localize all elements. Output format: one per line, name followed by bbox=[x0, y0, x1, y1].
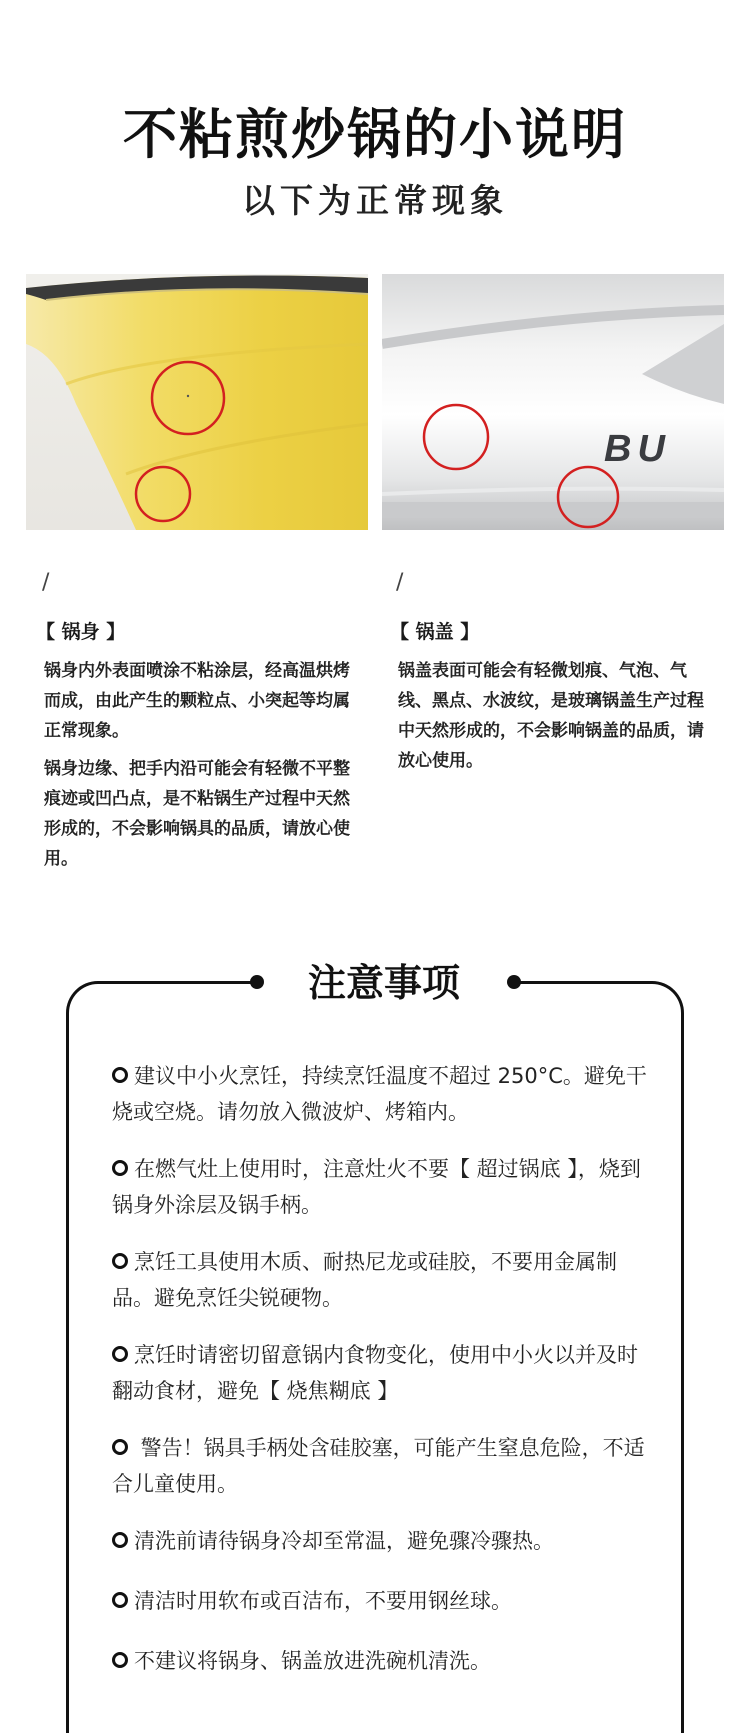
notice-item bbox=[112, 1151, 657, 1244]
notice-item-text: 清洗前请待锅身冷却至常温，避免骤冷骤热。 bbox=[134, 1529, 554, 1553]
lid-photo bbox=[382, 274, 724, 530]
notice-item bbox=[112, 1523, 657, 1583]
notice-item bbox=[112, 1643, 657, 1703]
section-marker: / bbox=[42, 570, 50, 595]
notice-list bbox=[112, 1058, 657, 1703]
notice-item-text: 在燃气灶上使用时，注意灶火不要【 超过锅底 】，烧到锅身外涂层及锅手柄。 bbox=[112, 1157, 641, 1217]
notice-item bbox=[112, 1430, 657, 1523]
notice-item-text: 烹饪时请密切留意锅内食物变化，使用中小火以并及时翻动食材，避免【 烧焦糊底 】 bbox=[112, 1343, 638, 1403]
bullet-ring-icon bbox=[112, 1067, 128, 1083]
notice-item bbox=[112, 1583, 657, 1643]
notice-item-text: 警告！锅具手柄处含硅胶塞，可能产生窒息危险，不适合儿童使用。 bbox=[112, 1436, 645, 1496]
notice-item-text: 清洁时用软布或百洁布，不要用钢丝球。 bbox=[134, 1589, 512, 1613]
notice-item-text: 烹饪工具使用木质、耐热尼龙或硅胶，不要用金属制品。避免烹饪尖锐硬物。 bbox=[112, 1250, 617, 1310]
notice-item-text: 不建议将锅身、锅盖放进洗碗机清洗。 bbox=[134, 1649, 491, 1673]
page-title: 不粘煎炒锅的小说明 bbox=[123, 103, 627, 166]
bullet-ring-icon bbox=[112, 1346, 128, 1362]
lid-brand-text: BU bbox=[604, 428, 671, 470]
notice-item bbox=[112, 1244, 657, 1337]
section-heading: 【 锅盖 】 bbox=[390, 621, 480, 643]
section-heading: 【 锅身 】 bbox=[36, 621, 126, 643]
notice-item bbox=[112, 1337, 657, 1430]
bullet-ring-icon bbox=[112, 1592, 128, 1608]
pan-body-photo bbox=[26, 274, 368, 530]
notice-title: 注意事项 bbox=[307, 961, 460, 1005]
notice-item bbox=[112, 1058, 657, 1151]
section-paragraph: 锅身内外表面喷涂不粘涂层，经高温烘烤而成，由此产生的颗粒点、小突起等均属正常现象。 bbox=[44, 661, 350, 741]
section-marker: / bbox=[396, 570, 404, 595]
section-lid bbox=[390, 617, 710, 784]
bullet-ring-icon bbox=[112, 1439, 128, 1455]
bullet-ring-icon bbox=[112, 1532, 128, 1548]
bullet-ring-icon bbox=[112, 1652, 128, 1668]
bullet-ring-icon bbox=[112, 1253, 128, 1269]
section-paragraph: 锅盖表面可能会有轻微划痕、气泡、气线、黑点、水波纹，是玻璃锅盖生产过程中天然形成的，不会影响锅盖的品质，请放心使用。 bbox=[398, 661, 704, 771]
bullet-ring-icon bbox=[112, 1160, 128, 1176]
page-subtitle: 以下为正常现象 bbox=[242, 181, 508, 220]
section-pan-body bbox=[36, 617, 356, 882]
section-paragraph: 锅身边缘、把手内沿可能会有轻微不平整痕迹或凹凸点，是不粘锅生产过程中天然形成的，不会影响锅具的品质，请放心使用。 bbox=[44, 759, 350, 869]
notice-item-text: 建议中小火烹饪，持续烹饪温度不超过 250°C。避免干烧或空烧。请勿放入微波炉、烤箱内。 bbox=[112, 1064, 647, 1124]
